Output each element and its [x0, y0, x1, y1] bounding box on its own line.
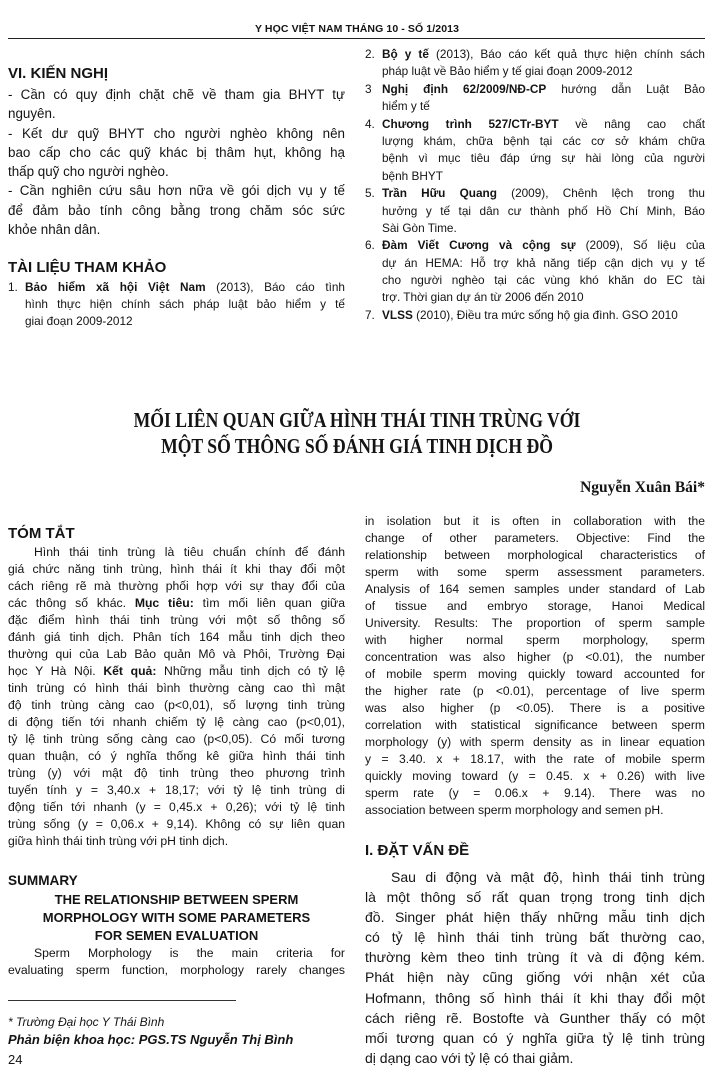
text-line: có tỷ lệ hình thái tinh trùng bất thường cao, — [365, 929, 705, 946]
text-line — [8, 595, 345, 612]
bold-text: VLSS — [382, 307, 413, 322]
text-line: đồ. Singer phát hiện thấy những mẫu tinh dịch — [365, 909, 705, 926]
text-line: dự án HEMA: Hỗ trợ khả năng tiếp cận dịch vụ y tế — [382, 255, 705, 270]
text-line: tuyến tính y = 3,40.x + 18,17; với tỷ lệ tinh trùng di — [8, 783, 345, 798]
reference-item — [365, 185, 705, 237]
text-line: tỷ lệ tinh trùng sống càng cao (p<0,05). Có mối tương — [8, 732, 345, 747]
bold-text: Nghị định 62/2009/NĐ-CP — [382, 81, 547, 96]
summary-title-line: FOR SEMEN EVALUATION — [94, 928, 259, 943]
text-line: cách riêng rẽ. Bostofte và Gunther thấy có một — [365, 1009, 705, 1026]
text-line: Analysis of 164 semen samples under standard of Lab — [365, 581, 705, 596]
text-line: evaluating sperm function, morphology rarely changes — [8, 963, 345, 978]
text-line — [25, 279, 345, 296]
text-line: giá chức năng tinh trùng, hình thái ít khi thay đổi một — [8, 561, 345, 576]
reference-number: 6. — [365, 238, 375, 253]
reference-item — [365, 307, 705, 324]
introduction-body — [365, 867, 705, 1068]
abstract-vietnamese — [8, 544, 345, 851]
text-line: y = 3.40. x + 18.17, with the rate of mobile sperm — [365, 751, 705, 766]
section-heading-summary: SUMMARY — [8, 873, 78, 888]
text-segment: các thông số khác. — [8, 595, 135, 610]
recommendations-body — [8, 85, 345, 239]
text-line: Phát hiện này cũng giống với nhận xét của — [365, 969, 705, 986]
section-heading-abstract-vi: TÓM TẮT — [8, 525, 75, 542]
text-line: - Cần nghiên cứu sâu hơn nữa về gói dịch vụ y tế — [8, 183, 345, 199]
summary-title-line: THE RELATIONSHIP BETWEEN SPERM — [54, 892, 299, 907]
text-line: bệnh BHYT — [382, 168, 443, 183]
text-segment: (2009), Số liệu của — [575, 238, 705, 253]
text-line: association between sperm morphology and semen pH. — [365, 802, 664, 817]
text-line: độ tinh trùng càng cao (p<0,01), số lượng tinh trùng — [8, 697, 345, 712]
bold-text: Đàm Viết Cương và cộng sự — [382, 238, 576, 253]
text-line: trùng sống (y = 0,06.x + 9,14). Không có sự liên quan — [8, 817, 345, 832]
reference-item — [365, 237, 705, 307]
text-line: correlation with statistical significance between sperm — [365, 717, 705, 732]
text-line: Hình thái tinh trùng là tiêu chuẩn chính để đánh — [34, 544, 345, 559]
text-line: tinh trùng có hình thái bình thường càng cao thì mật — [8, 680, 345, 695]
text-segment: (2013), Báo cáo tình — [205, 280, 345, 294]
text-segment: (2009), Chênh lệch trong thu — [496, 186, 705, 201]
text-line: di động tiến tới nhanh chiếm tỷ lệ càng cao (p<0,01), — [8, 714, 345, 729]
text-line: - Kết dư quỹ BHYT cho người nghèo không nên — [8, 125, 345, 141]
header-rule — [8, 38, 705, 39]
reference-item — [8, 279, 345, 330]
text-segment: (2013), Báo cáo kết quả thực hiện chính sách — [428, 47, 705, 61]
text-line: relationship between morphological characteristics of — [365, 547, 705, 562]
reference-number: 5. — [365, 186, 375, 201]
reference-item — [365, 116, 705, 186]
text-line: trùng (y) với mật độ tinh trùng theo phương trình — [8, 766, 345, 781]
text-line: morphology (y) with sperm density as in linear equation — [365, 734, 705, 749]
text-line: bệnh vì mục tiêu đáp ứng sự hài lòng của người — [382, 151, 705, 166]
text-line: nguyên. — [8, 106, 56, 122]
reference-number: 3 — [365, 81, 372, 96]
text-line: was also higher (p <0.05). There is a positive — [365, 700, 705, 715]
text-line: quickly moving toward (y = 0.45. x + 0.26) with live — [365, 768, 705, 783]
section-heading-references: TÀI LIỆU THAM KHẢO — [8, 259, 167, 276]
text-line: dị dạng cao với tỷ lệ có thai giảm. — [365, 1049, 574, 1066]
section-heading-recommendations: VI. KIẾN NGHỊ — [8, 65, 109, 82]
text-line: đặc điểm hình thái tinh trùng với một số thông số — [8, 612, 345, 627]
text-segment: hướng dẫn Luật Bảo — [546, 81, 705, 96]
text-segment: (2010), Điều tra mức sống hộ gia đình. GSO 2010 — [412, 307, 678, 322]
article-title-line: MỐI LIÊN QUAN GIỮA HÌNH THÁI TINH TRÙNG VỚI — [133, 408, 581, 432]
text-segment: Những mẫu tinh dịch có tỷ lệ — [156, 663, 345, 678]
text-line: giữa hình thái tinh trùng với pH tinh dịch. — [8, 834, 229, 849]
text-line: with higher normal sperm morphology, sperm — [365, 632, 705, 647]
text-line: pháp luật về Bảo hiểm y tế giai đoạn 2009-2012 — [382, 64, 633, 79]
text-line: sperm with some sperm assessment parameters. — [365, 564, 705, 579]
summary-body — [8, 945, 345, 979]
text-line: bao cấp cho các quỹ khác bị thâm hụt, không hạ — [8, 144, 345, 160]
text-line — [382, 237, 705, 254]
text-line: the higher rate (p <0.01), percentage of live sperm — [365, 683, 705, 698]
summary-title — [8, 891, 345, 945]
bold-text: Kết quả: — [103, 663, 157, 678]
text-line: động tiến tới nhanh (y = 0,45.x + 0,26); với tỷ lệ tinh — [8, 800, 345, 815]
reference-number: 2. — [365, 47, 375, 61]
summary-title-line: MORPHOLOGY WITH SOME PARAMETERS — [42, 910, 311, 925]
text-line: hiểm y tế — [382, 99, 430, 114]
bold-text: Trần Hữu Quang — [382, 186, 497, 201]
text-line — [382, 185, 705, 202]
text-line: thấp quỹ cho người nghèo. — [8, 164, 169, 180]
running-header: Y HỌC VIỆT NAM THÁNG 10 - SỐ 1/2013 — [254, 23, 460, 35]
text-line: in isolation but it is often in collaboration with the — [365, 513, 705, 528]
text-line: khỏe nhân dân. — [8, 222, 101, 238]
footnote-rule — [8, 1000, 236, 1001]
bold-text: Bộ y tế — [382, 47, 429, 61]
reference-number: 1. — [8, 280, 18, 294]
text-line — [382, 307, 705, 324]
text-line: đánh giá tinh dịch. Phân tích 164 mẫu tinh dịch theo — [8, 629, 345, 644]
text-line — [382, 46, 705, 63]
text-line: University. Results: The proportion of sperm sample — [365, 615, 705, 630]
text-line: là một thông số rất quan trọng trong tinh dịch — [365, 889, 705, 906]
text-line: để đảm bảo tính công bằng trong chăm sóc sức — [8, 202, 345, 218]
text-line: thường kèm theo tinh trùng ít và di động kém. — [365, 949, 705, 966]
text-line: mối tương quan có ý nghĩa giữa tỷ lệ tinh trùng — [365, 1029, 705, 1046]
text-line: of tissue and embryo storage, Hanoi Medical — [365, 598, 705, 613]
reference-list-right — [365, 46, 705, 324]
text-segment: tìm mối liên quan giữa — [193, 595, 345, 610]
text-line: sperm rate (y = 0.06.x + 9.14). There was no — [365, 785, 705, 800]
page-number: 24 — [8, 1052, 23, 1067]
text-line: thường qui của Lab Bảo quản Mô và Phôi, Trường Đại — [8, 646, 345, 661]
text-line: hình thực hiện chính sách pháp luật bảo hiểm y tế — [25, 297, 345, 311]
section-heading-introduction: I. ĐẶT VẤN ĐỀ — [365, 842, 470, 859]
text-line: quan thuận, có ý nghĩa thống kê giữa hình thái tinh — [8, 749, 345, 764]
text-line: cho người nghèo tại các vùng khó khăn do EC tài — [382, 273, 705, 288]
text-line: Sau di động và mật độ, hình thái tinh trùng — [391, 869, 705, 885]
text-line — [382, 116, 705, 133]
text-line: Sperm Morphology is the main criteria for — [34, 946, 345, 960]
text-segment: học Y Hà Nội. — [8, 663, 104, 678]
text-line — [8, 663, 345, 680]
text-line: cách riêng rẽ mà thường phối hợp với sự thay đổi của — [8, 578, 345, 593]
text-line: lượng khám, chữa bệnh tại các cơ sở khám chữa — [382, 133, 705, 148]
text-line: Hofmann, thông số hình thái ít khi thay đổi một — [365, 989, 705, 1006]
reference-item — [365, 46, 705, 81]
text-line — [382, 81, 705, 98]
scientific-reviewer: Phản biện khoa học: PGS.TS Nguyễn Thị Bình — [8, 1032, 294, 1047]
text-line: - Cần có quy định chặt chẽ về tham gia BHYT tự — [8, 87, 345, 102]
reference-list-left — [8, 279, 345, 330]
text-line: change of other parameters. Objective: Find the — [365, 530, 705, 545]
text-line: of mobile sperm moving quickly toward accounted for — [365, 666, 705, 681]
bold-text: Chương trình 527/CTr-BYT — [382, 116, 559, 131]
reference-number: 7. — [365, 307, 375, 322]
bold-text: Bảo hiểm xã hội Việt Nam — [25, 280, 206, 294]
text-line: trợ. Thời gian dự án từ 2006 đến 2010 — [382, 290, 584, 305]
text-line: hưởng y tế tại dân cư thành phố Hồ Chí Minh, Báo — [382, 203, 705, 218]
summary-body-continued — [365, 513, 705, 819]
text-line: concentration was also higher (p <0.01), the number — [365, 649, 705, 664]
article-title — [0, 407, 714, 459]
text-line: Sài Gòn Time. — [382, 220, 457, 235]
author-affiliation-footnote: * Trường Đại học Y Thái Bình — [8, 1015, 165, 1029]
reference-item — [365, 81, 705, 116]
article-title-line: MỘT SỐ THÔNG SỐ ĐÁNH GIÁ TINH DỊCH ĐỒ — [161, 434, 553, 458]
reference-number: 4. — [365, 116, 375, 131]
text-segment: về nâng cao chất — [558, 116, 705, 131]
bold-text: Mục tiêu: — [134, 595, 194, 610]
text-line: giai đoạn 2009-2012 — [25, 314, 133, 328]
author-name: Nguyễn Xuân Bái* — [580, 479, 705, 496]
